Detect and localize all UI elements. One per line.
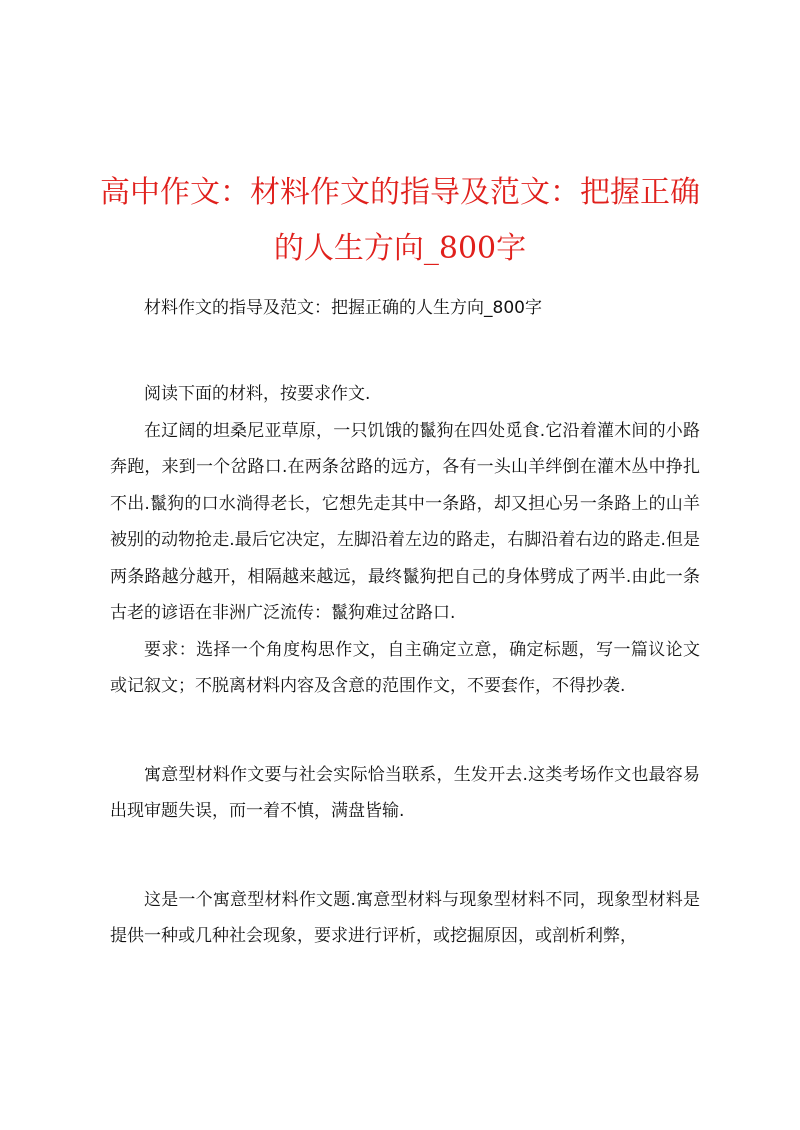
paragraph-instruction: 阅读下面的材料，按要求作文. xyxy=(144,384,371,404)
document-title: 高中作文：材料作文的指导及范文：把握正确的人生方向_800字 xyxy=(100,175,700,266)
paragraph-material: 在辽阔的坦桑尼亚草原，一只饥饿的鬣狗在四处觅食.它沿着灌木间的小路奔跑，来到一个岔路口.在两条岔路的远方，各有一头山羊绊倒在灌木丛中挣扎不出.鬣狗的口水淌得老长，它想先走其中一条路，却又担心另一条路上的山羊被别的动物抢走.最后它决定，左脚沿着左边的路走，右脚沿着右边的路走.但是两条路越分越开，相隔越来越远，最终鬣狗把自己的身体劈成了两半.由此一条古老的谚语在非洲广泛流传：鬣狗难过岔路口. xyxy=(110,420,700,623)
paragraph-requirement: 要求：选择一个角度构思作文，自主确定立意，确定标题，写一篇议论文或记叙文；不脱离材料内容及含意的范围作文，不要套作，不得抄袭. xyxy=(110,639,700,696)
spacer xyxy=(110,830,700,882)
paragraph-analysis: 这是一个寓意型材料作文题.寓意型材料与现象型材料不同，现象型材料是提供一种或几种社会现象，要求进行评析，或挖掘原因，或剖析利弊， xyxy=(110,889,700,946)
paragraph-guidance: 寓意型材料作文要与社会实际恰当联系，生发开去.这类考场作文也最容易出现审题失误，而一着不慎，满盘皆输. xyxy=(110,764,700,821)
document-body xyxy=(110,290,700,955)
spacer xyxy=(110,705,700,757)
spacer xyxy=(110,326,700,376)
document-subtitle: 材料作文的指导及范文：把握正确的人生方向_800字 xyxy=(144,298,542,318)
